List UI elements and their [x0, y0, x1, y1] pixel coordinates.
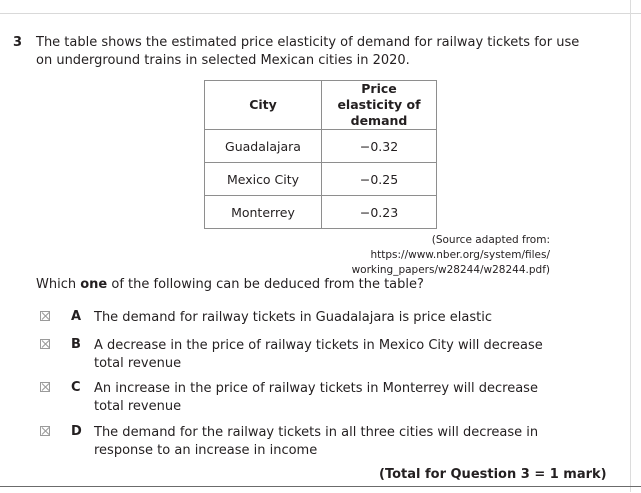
answer-checkbox-a[interactable] [40, 311, 50, 321]
option-letter: B [71, 337, 81, 352]
table-cell-city: Guadalajara [205, 130, 322, 163]
answer-checkbox-d[interactable] [40, 426, 50, 436]
source-line-2: working_papers/w28244/w28244.pdf) [351, 264, 550, 276]
table-cell-city: Monterrey [205, 196, 322, 229]
table-source [250, 233, 550, 278]
table-row [205, 163, 437, 196]
question-stem: The table shows the estimated price elasticity of demand for railway tickets for use on underground trains in selected Mexican cities in 2020. [36, 35, 580, 68]
page-right-margin [630, 0, 641, 492]
prompt-end: of the following can be deduced from the table? [107, 277, 424, 292]
answer-checkbox-c[interactable] [40, 382, 50, 392]
source-line-1: (Source adapted from: https://www.nber.org/system/files/ [370, 234, 550, 261]
table-cell-elasticity: −0.23 [322, 196, 437, 229]
table-cell-elasticity: −0.32 [322, 130, 437, 163]
table-header-row [205, 81, 437, 130]
question-number: 3 [13, 35, 23, 50]
table-row [205, 130, 437, 163]
prompt-start: Which [36, 277, 81, 292]
table-row [205, 196, 437, 229]
option-letter: D [71, 424, 82, 439]
option-text: The demand for the railway tickets in all three cities will decrease in response to an increase in income [94, 425, 539, 458]
table-header-city: City [205, 81, 322, 130]
question-total: (Total for Question 3 = 1 mark) [379, 467, 607, 482]
option-text: An increase in the price of railway tickets in Monterrey will decrease total revenue [94, 381, 538, 414]
option-letter: A [71, 309, 82, 324]
page-top-border [0, 0, 641, 14]
table-header-elasticity [322, 81, 437, 130]
option-text: A decrease in the price of railway tickets in Mexico City will decrease total revenue [94, 338, 543, 371]
option-letter: C [71, 380, 81, 395]
question-prompt [36, 277, 424, 292]
table-cell-city: Mexico City [205, 163, 322, 196]
option-text: The demand for railway tickets in Guadalajara is price elastic [94, 310, 492, 325]
elasticity-table [204, 80, 437, 229]
table-cell-elasticity: −0.25 [322, 163, 437, 196]
table-header-elasticity-label: Price elasticity of demand [337, 81, 421, 128]
prompt-emphasis: one [80, 277, 108, 292]
answer-checkbox-b[interactable] [40, 339, 50, 349]
